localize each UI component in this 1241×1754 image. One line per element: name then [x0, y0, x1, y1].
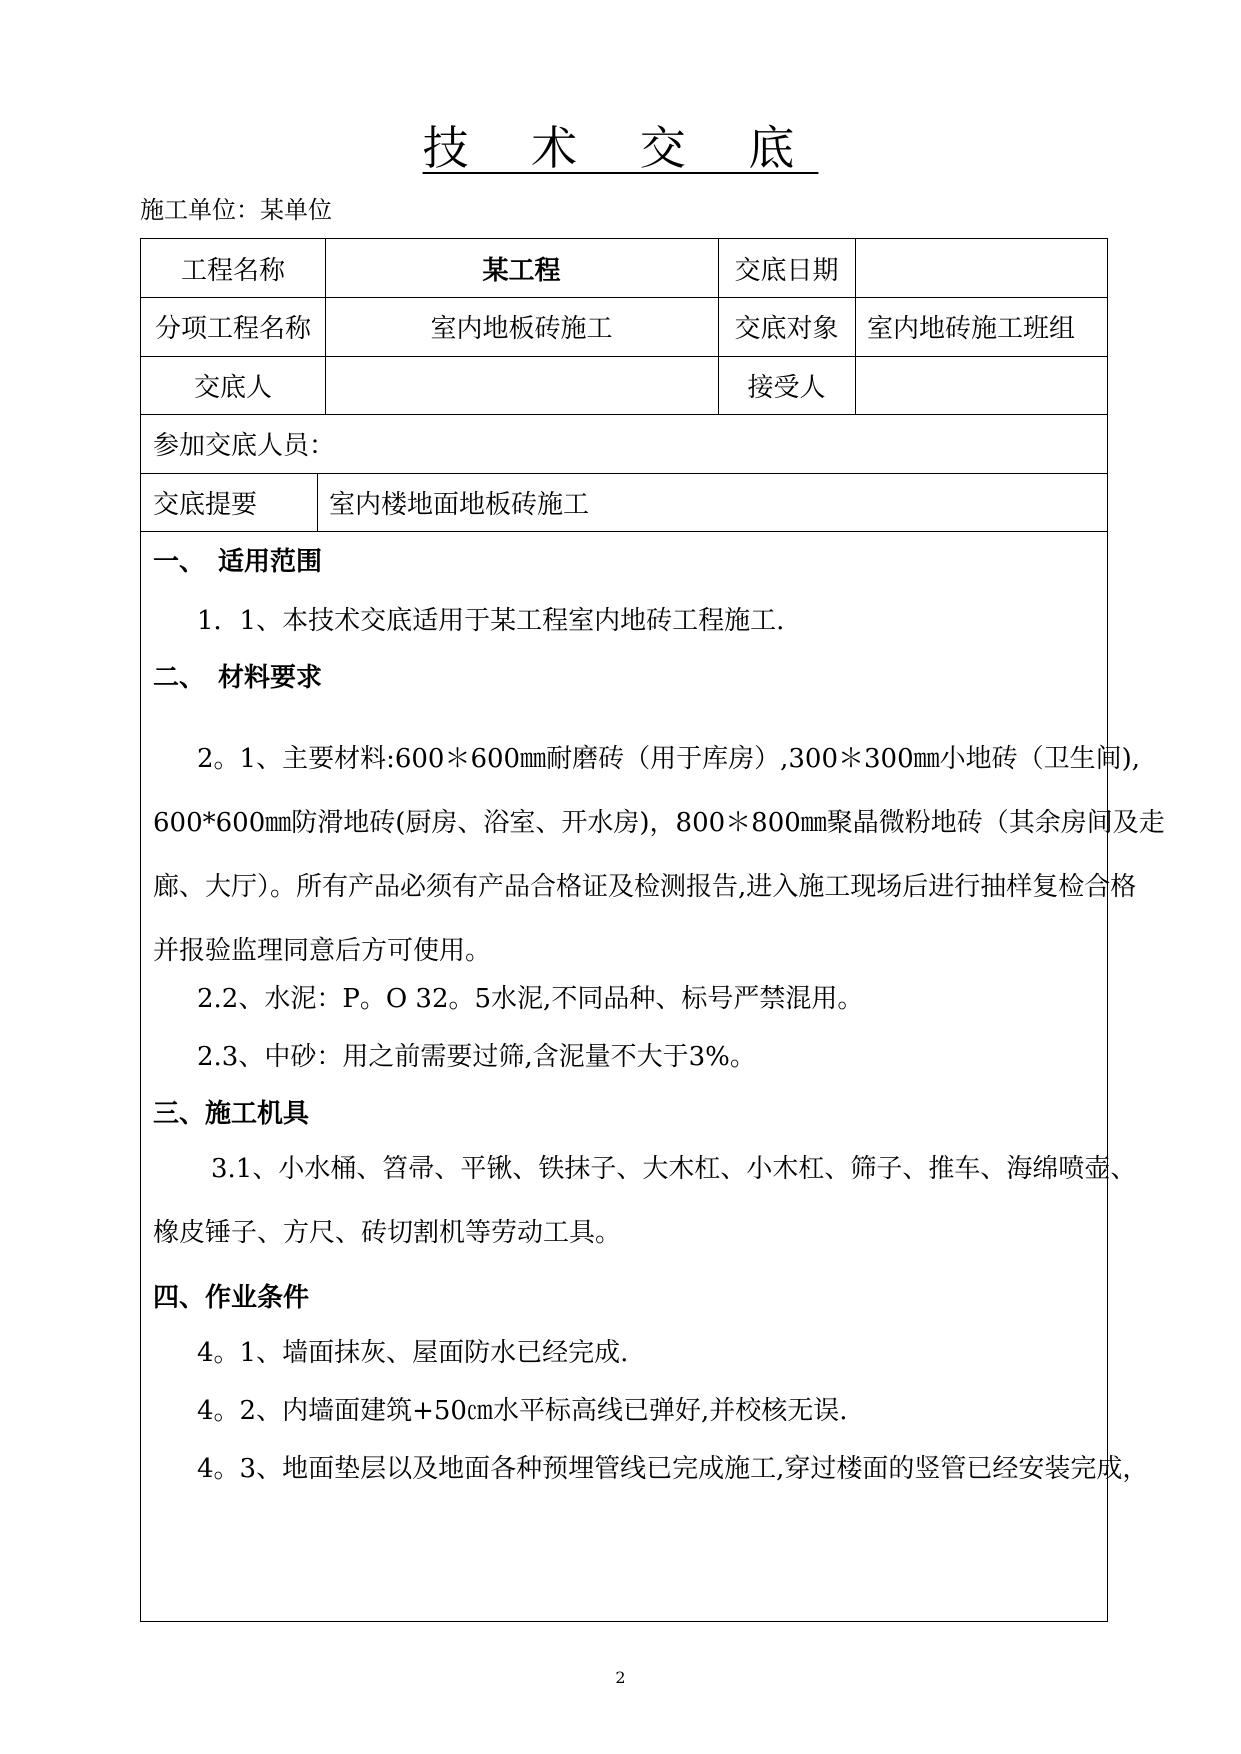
value-project-name: 某工程 — [482, 255, 561, 286]
label-disclosure-target: 交底对象 — [734, 314, 839, 344]
text-line: 4。2、内墙面建筑+50㎝水平标高线已弹好,并校核无误. — [197, 1396, 848, 1426]
text-line: 2.2、水泥：P。O 32。5水泥,不同品种、标号严禁混用。 — [197, 984, 864, 1014]
section-heading-scope: 一、 适用范围 — [153, 547, 323, 577]
value-receiver — [867, 356, 1107, 414]
construction-unit: 施工单位：某单位 — [140, 196, 332, 224]
value-summary: 室内楼地面地板砖施工 — [329, 489, 590, 520]
col-divider — [855, 239, 856, 414]
text-line: 并报验监理同意后方可使用。 — [153, 936, 492, 966]
paragraph-4-1 — [153, 1321, 1095, 1385]
document-title: 技 术 交 底 — [422, 121, 819, 175]
value-sub-project: 室内地板砖施工 — [430, 314, 613, 344]
section-heading-tools: 三、施工机具 — [153, 1099, 310, 1129]
col-divider — [317, 473, 318, 531]
text-line: 4。3、地面垫层以及地面各种预埋管线已完成施工,穿过楼面的竖管已经安装完成， — [197, 1454, 1149, 1484]
paragraph-2-3 — [153, 1025, 1095, 1089]
label-project-name: 工程名称 — [180, 255, 285, 286]
value-discloser — [325, 356, 718, 414]
text-line: 1．1、本技术交底适用于某工程室内地砖工程施工. — [197, 606, 785, 636]
paragraph-4-3 — [153, 1437, 1149, 1501]
label-summary: 交底提要 — [153, 489, 258, 520]
label-receiver: 接受人 — [747, 372, 826, 403]
text-line: 橡皮锤子、方尺、砖切割机等劳动工具。 — [153, 1218, 622, 1248]
page-number: 2 — [615, 1668, 626, 1687]
section-heading-materials: 二、 材料要求 — [153, 663, 323, 693]
paragraph-3-1 — [153, 1137, 1137, 1265]
paragraph-2-2 — [153, 967, 1095, 1031]
label-participants: 参加交底人员： — [153, 431, 336, 461]
paragraph-2-1 — [153, 727, 1165, 983]
paragraph-1-1 — [153, 589, 1095, 653]
label-disclosure-date: 交底日期 — [734, 255, 839, 286]
label-discloser: 交底人 — [193, 372, 272, 403]
paragraph-4-2 — [153, 1379, 1095, 1443]
value-disclosure-date — [867, 239, 1107, 297]
value-disclosure-target: 室内地砖施工班组 — [867, 314, 1076, 344]
text-line: 2.3、中砂：用之前需要过筛,含泥量不大于3%。 — [197, 1042, 756, 1072]
text-line: 3.1、小水桶、笤帚、平锹、铁抹子、大木杠、小木杠、筛子、推车、海绵喷壶、 — [211, 1154, 1137, 1184]
text-line: 2。1、主要材料:600＊600㎜耐磨砖（用于库房）,300＊300㎜小地砖（卫生间), — [197, 744, 1141, 774]
text-line: 4。1、墙面抹灰、屋面防水已经完成. — [197, 1338, 629, 1368]
text-line: 廊、大厅）。所有产品必须有产品合格证及检测报告,进入施工现场后进行抽样复检合格 — [153, 872, 1137, 902]
section-heading-conditions: 四、作业条件 — [153, 1283, 310, 1313]
row-divider — [141, 531, 1107, 532]
text-line: 600*600㎜防滑地砖(厨房、浴室、开水房)，800＊800㎜聚晶微粉地砖（其余房间及走 — [153, 808, 1165, 838]
label-sub-project: 分项工程名称 — [154, 314, 311, 344]
row-divider — [141, 473, 1107, 474]
disclosure-form — [140, 238, 1165, 1622]
